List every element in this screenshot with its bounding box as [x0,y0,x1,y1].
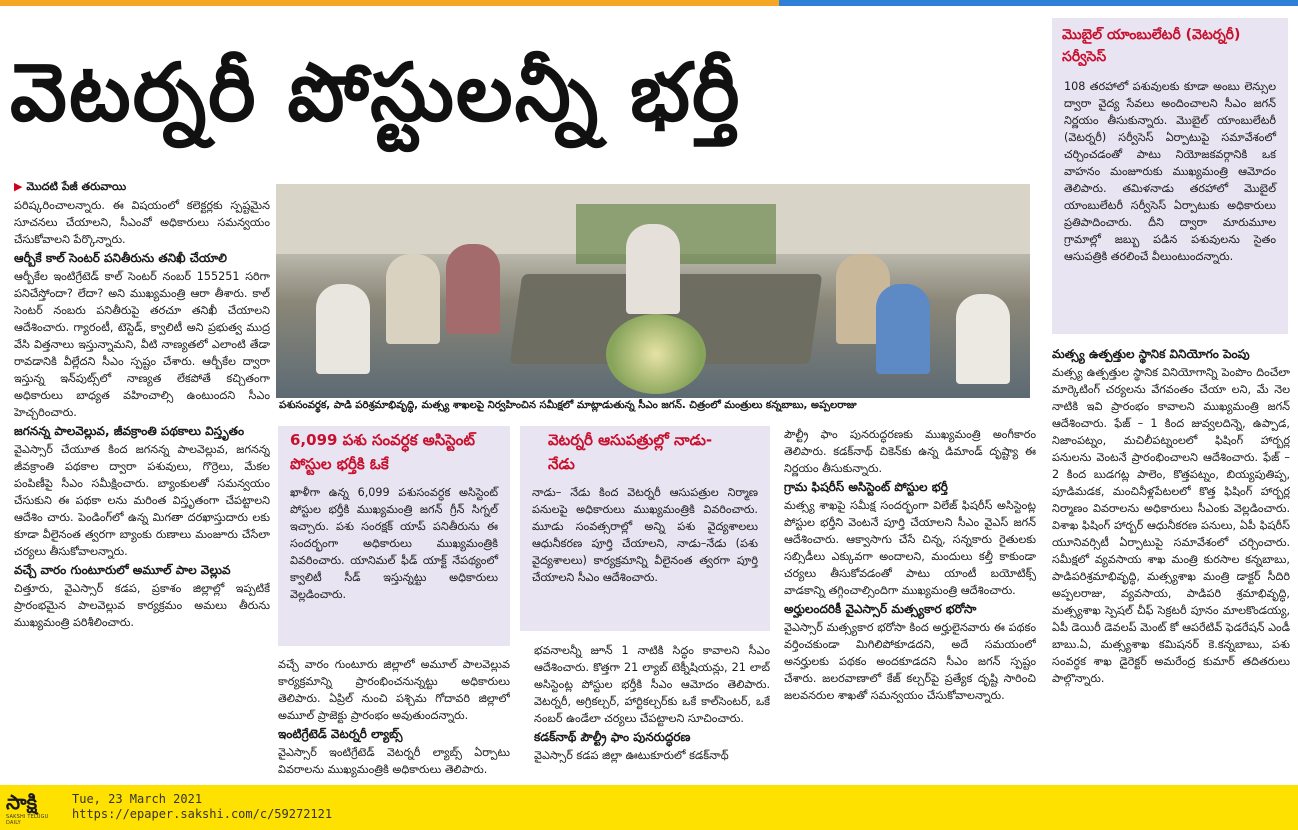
logo-text: సాక్షి [6,790,38,814]
photo-person [386,254,440,344]
subheading: ఆర్బీకే కాల్ సెంటర్ పనితీరును తనిఖీ చేయాలి [14,251,227,265]
paragraph: వైఎస్సార్ చేయూత కింద జగనన్న పాలవెల్లువ, జగనన్న జీవక్రాంతి పథకాల ద్వారా పశువులు, గొర్రెలు, మేకల పంపిణీపై సీఎం సమీక్షించారు. బ్యాంకులతో సమన్వయం చేసుకుని ఈ పథకా లను మరింత విస్తృతంగా చేపట్టాలని ఆదేశిం చారు. పెండింగ్‌లో ఉన్న మిగతా దరఖాస్తుదారు లకు కూడా వీలైనంత త్వరగా బ్యాంకు రుణాలు మంజూరు చేసేలా చర్యలు తీసుకోవాలన్నారు. [14,443,270,558]
paragraph: వైఎస్సార్ ఇంటిగ్రేటెడ్ వెటర్నరీ ల్యాబ్స్ ఏర్పాటు వివరాలను ముఖ్యమంత్రికి అధికారులు తెలిపారు. [278,746,510,776]
paragraph: పరిష్కరించాలన్నారు. ఈ విషయంలో కలెక్టర్లకు స్పష్టమైన సూచనలు చేయాలని, సీఎంవో అధికారులు సమన్వయం చేసుకోవాలని పేర్కొన్నారు. [14,199,270,246]
photo-caption: పశుసంవర్థక, పాడి పరిశ్రమాభివృద్ధి, మత్స్య శాఖలపై నిర్వహించిన సమీక్షలో మాట్లాడుతున్న సీఎం జగన్. చిత్రంలో మంత్రులు కన్నబాబు, అప్పలరాజు [279,400,857,411]
article-column-3 [534,642,770,784]
article-column-2 [278,656,510,784]
article-column-4 [784,426,1036,784]
play-arrow-icon: ▶ [14,180,23,193]
continuation-label: మొదటి పేజీ తరువాయి [26,180,127,193]
logo-subtext: SAKSHI TELUGU DAILY [6,814,49,826]
photo-person [876,284,930,374]
box-body: నాడు– నేడు కింద వెటర్నరీ ఆసుపత్రుల నిర్మాణ పనులపై అధికారులు ముఖ్యమంత్రికి వివరించారు. మూడు సంవత్సరాల్లో అన్ని పశు వైద్యశాలలు ఆధునీకరణ పూర్తి చేయాలని, నాడు–నేడు (పశు వైద్యశాలలు) కార్యక్రమాన్ని వీలైనంత త్వరగా పూర్తి చేయాలని సీఎం ఆదేశించారు. [532,486,758,584]
continuation-marker [14,178,270,195]
subheading: వచ్చే వారం గుంటూరులో అమూల్ పాల వెల్లువ [14,563,231,577]
sidebar-body: 108 తరహాలో పశువులకు కూడా అంబు లెన్సుల ద్వారా వైద్య సేవలు అందించాలని సీఎం జగన్ నిర్ణయం తీసుకున్నారు. మొబైల్ యాంబులేటరీ (వెటర్నరీ) సర్వీసెస్ ఏర్పాటుపై సమావేశంలో చర్చించడంతో పాటు నియోజకవర్గానికి ఒక వాహనం మంజూరుకు ముఖ్యమంత్రి ఆమోదం తెలిపారు. తమిళనాడు తరహాలో మొబైల్ యాంబులేటరీ సర్వీసెస్ ఏర్పాటుకు అధికారులు ప్రతిపాదించారు. దీని ద్వారా మారుమూల గ్రామాల్లో జబ్బు పడిన పశువులను సైతం ఆసుపత్రికి తరలించే వీలుంటుందన్నారు. [1064,80,1276,263]
subheading: మత్స్య ఉత్పత్తుల స్థానిక వినియోగం పెంపు [1052,347,1250,361]
paragraph: వచ్చే వారం గుంటూరు జిల్లాలో అమూల్ పాలవెల్లువ కార్యక్రమాన్ని ప్రారంభించనున్నట్టు అధికారులు తెలిపారు. ఏప్రిల్ నుంచి పశ్చిమ గోదావరి జిల్లాలో అమూల్ ప్రాజెక్టు ప్రారంభం అవుతుందన్నారు. [278,658,510,722]
photo-person [446,244,500,334]
subheading: అర్హులందరికీ వైఎస్సార్ మత్స్యకార భరోసా [784,602,977,616]
photo-person [626,224,680,314]
paragraph: మత్స్య శాఖపై సమీక్ష సందర్భంగా విలేజ్ ఫిషరీస్ అసిస్టెంట్ల పోస్టుల భర్తీని వెంటనే పూర్తి చేయాలని సీఎం వైఎస్ జగన్ ఆదేశించారు. ఆక్వాసాగు చేసే చిన్న, సన్నకారు రైతులకు సబ్సిడీలు ఎక్కువగా అందాలని, మందులు కల్తీ కాకుండా చర్యలు తీసుకోవడంతో పాటు యాంటీ బయోటిక్స్ వాడకాన్ని తగ్గించాల్సిందిగా ముఖ్యమంత్రి ఆదేశించారు. [784,499,1036,597]
article-column-5 [1052,344,1290,784]
meeting-photo [276,184,1030,398]
article-column-1 [14,178,270,783]
footer-info [72,792,332,822]
paragraph: వైఎస్సార్ మత్స్యకార భరోసా కింద అర్హులైనవారు ఈ పథకం వర్తించకుండా మిగిలిపోకూడదని, అదే సమయంలో అనర్హులకు పథకం అందకూడదని సీఎం జగన్ స్పష్టం చేశారు. జలరవాణాలో కేజ్ కల్చర్‌పై ప్రత్యేక దృష్టి సారించి జలవనరుల శాఖతో సమన్వయం చేసుకోవాలన్నారు. [784,621,1036,702]
highlight-box-posts [278,426,510,646]
subheading: ఇంటిగ్రేటెడ్ వెటర్నరీ ల్యాబ్స్ [278,727,403,741]
sidebar-heading: మొబైల్ యాంబులేటరీ (వెటర్నరీ) సర్వీసెస్ [1062,27,1241,65]
paragraph: మత్స్య ఉత్పత్తుల స్థానిక వినియోగాన్ని పెంపొం దించేలా మార్కెటింగ్ చర్యలను వేగవంతం చేయా లని, మే నెల నాటికి ఇవి ప్రారంభం కావాలని ముఖ్యమంత్రి జగన్ ఆదేశించారు. ఫేజ్ – 1 కింద జువ్వలదిన్నె, ఉప్పాడ, నిజాంపట్నం, మచిలీపట్నంలలో ఫిషింగ్ హార్బర్ల పనులను వెంటనే ప్రారంభించాలని ఆదేశించారు. ఫేజ్ – 2 కింద బుడగట్ల పాలెం, కొత్తపట్నం, బియ్యపుతిప్ప, పూడిమడక, మంచినీళ్లపేటలలో కొత్త ఫిషింగ్ హార్బర్ల నిర్మాణం వివరాలను అధికారులు సీఎంకు వెల్లడించారు. విశాఖ ఫిషింగ్ హార్బర్ ఆధునీకరణ పనులు, ఏపీ ఫిషరీస్ యూనివర్సిటీ ఏర్పాటుపై సమావేశంలో చర్చించారు. సమీక్షలో వ్యవసాయ శాఖ మంత్రి కురసాల కన్నబాబు, పాడిపరిశ్రమాభివృద్ధి, మత్స్యశాఖ మంత్రి డాక్టర్ సీదిరి అప్పలరాజు, వ్యవసాయ, పాడిపరి శ్రమాభివృద్ధి, మత్స్యశాఖ స్పెషల్ చీఫ్ సెక్రటరీ పూనం మాలకొండయ్య, ఏపీ డెయిరీ డెవలప్ మెంట్ కో ఆపరేటివ్ ఫెడరేషన్ ఎండీ బాబు.ఏ, మత్స్యశాఖ కమిషనర్ కె.కన్నబాబు, పశు సంవర్ధక శాఖ డైరెక్టర్ అమరేంద్ర కుమార్ తదితరులు పాల్గొన్నారు. [1052,366,1290,685]
sidebar-ambulatory-box [1052,18,1288,334]
paragraph: పౌల్ట్రీ ఫాం పునరుద్ధరణకు ముఖ్యమంత్రి అంగీకారం తెలిపారు. కడక్‌నాథ్ చికెన్‌కు ఉన్న డిమాండ్ దృష్ట్యా ఈ నిర్ణయం తీసుకున్నారు. [784,428,1036,475]
subheading: గ్రామ ఫిషరీస్ అసిస్టెంట్ పోస్టుల భర్తీ [784,480,948,494]
epaper-link[interactable]: https://epaper.sakshi.com/c/59272121 [72,807,333,821]
paragraph: చిత్తూరు, వైఎస్సార్ కడప, ప్రకాశం జిల్లాల్లో ఇప్పటికే ప్రారంభమైన పాలవెల్లువ కార్యక్రమం అమలు తీరును ముఖ్యమంత్రి పరిశీలించారు. [14,582,270,629]
sakshi-logo[interactable] [6,790,64,824]
paragraph: ఆర్బీకేల ఇంటిగ్రేటెడ్ కాల్ సెంటర్ నంబర్ 155251 సరిగా పనిచేస్తోందా? లేదా? అని ముఖ్యమంత్రి ఆరా తీశారు. కాల్ సెంటర్ నంబరు పనితీరుపై తరచూ తనిఖీ చేయాలని ఆదేశించారు. గ్యారంటీ, టెస్టెడ్, క్వాలిటీ అని ప్రభుత్వ ముద్ర వేసి విత్తనాలు ఇస్తున్నామని, వీటి నాణ్యతలో ఎలాంటి తేడా రావడానికి వీల్లేదని సీఎం స్పష్టం చేశారు. ఆర్బీకేల ద్వారా ఇస్తున్న ఇన్‌పుట్స్‌లో నాణ్యత లేకపోతే కచ్చితంగా అధికారులు బాధ్యత వహించాల్సి ఉంటుందని సీఎం హెచ్చరించారు. [14,270,270,419]
highlight-box-hospitals [520,426,770,631]
photo-person [316,284,370,374]
subheading: జగనన్న పాలవెల్లువ, జీవక్రాంతి పథకాలు విస్తృతం [14,424,245,438]
edition-date: Tue, 23 March 2021 [72,792,203,806]
box-heading: వెటర్నరీ ఆసుపత్రుల్లో నాడు-నేడు [548,431,713,473]
photo-flowers [606,314,706,394]
paragraph: భవనాలన్నీ జూన్ 1 నాటికి సిద్ధం కావాలని సీఎం ఆదేశించారు. కొత్తగా 21 ల్యాబ్ టెక్నీషియన్లు, 21 లాబ్ అసిస్టెంట్ల పోస్టుల భర్తీకి సీఎం ఆమోదం తెలిపారు. వెటర్నరీ, అగ్రికల్చర్, హార్టికల్చర్‌కు ఒకే కాల్‌సెంటర్, ఒకే నంబర్ ఉండేలా చర్యలు చేపట్టాలని సూచించారు. [534,644,770,725]
paragraph: వైఎస్సార్ కడప జిల్లా ఊటుకూరులో కడక్‌నాథ్ [534,749,729,762]
box-body: ఖాళీగా ఉన్న 6,099 పశుసంవర్ధక అసిస్టెంట్ పోస్టుల భర్తీకి ముఖ్యమంత్రి జగన్ గ్రీన్ సిగ్నల్ ఇచ్చారు. పశు సంరక్షక్ యాప్ పనితీరును ఈ సందర్భంగా అధికారులు ముఖ్యమంత్రికి వివరించారు. యానిమల్ ఫీడ్ యాక్ట్ నేపథ్యంలో క్వాలిటీ సీడ్ ఇస్తున్నట్టు అధికారులు వెల్లడించారు. [290,486,498,601]
photo-person [956,294,1010,384]
subheading: కడక్‌నాథ్ పౌల్ట్రీ ఫాం పునరుద్ధరణ [534,730,691,744]
box-heading: 6,099 పశు సంవర్ధక అసిస్టెంట్ పోస్టుల భర్తీకి ఓకే [290,431,475,473]
page-headline: వెటర్నరీ పోస్టులన్నీ భర్తీ [10,46,742,139]
footer-bar [0,785,1298,830]
top-color-stripe [0,0,1298,6]
